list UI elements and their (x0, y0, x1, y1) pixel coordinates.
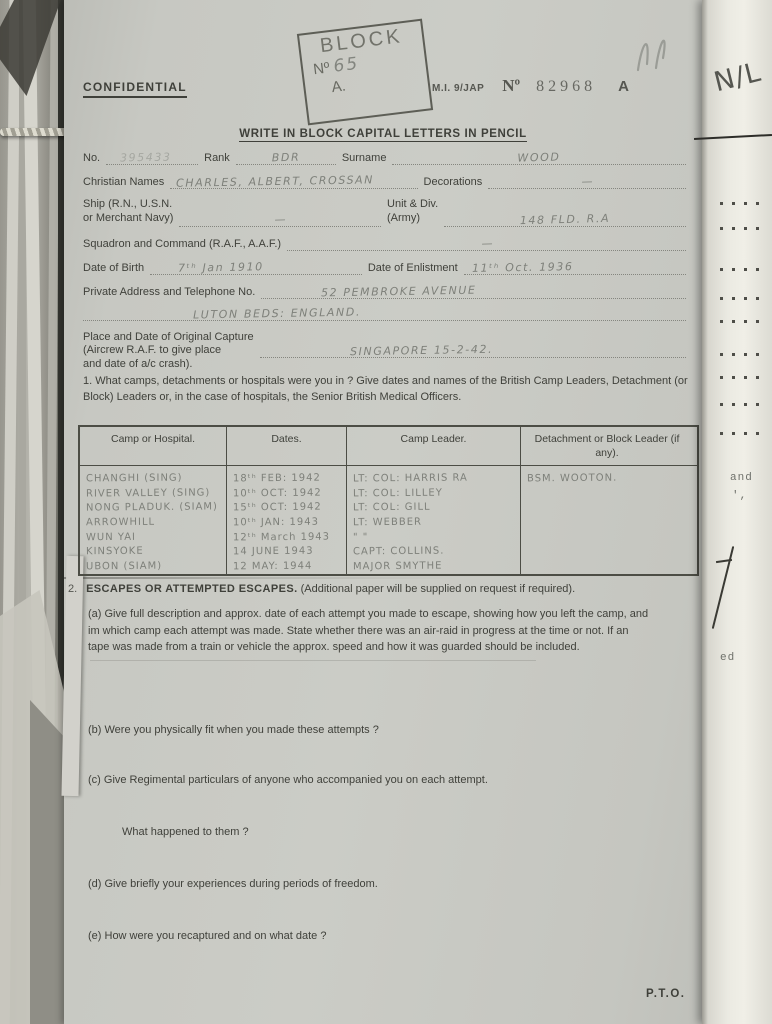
dotted-leader (720, 353, 760, 356)
stamp-no-label: Nº (312, 59, 331, 79)
section-2-note: (Additional paper will be supplied on request if required). (300, 583, 576, 595)
camps-table (78, 425, 699, 576)
handwritten-decorations: — (581, 174, 593, 189)
table-row-leader: LT: COL: GILL (352, 502, 431, 514)
field-label-enlistment: Date of Enlistment (367, 261, 458, 274)
handwritten-squadron: — (480, 236, 493, 250)
table-row-leader: MAJOR SMYTHE (352, 560, 443, 573)
handwritten-ship: — (274, 212, 286, 226)
question-2c-followup: What happened to them ? (122, 826, 249, 838)
table-row-dates: 10ᵗʰ JAN: 1943 (232, 516, 320, 529)
field-label-unit: Unit & Div. (Army) (387, 198, 439, 224)
column-dates (227, 466, 347, 574)
stamp-no-value-handwritten: 65 (332, 53, 361, 77)
field-row (83, 236, 692, 251)
table-row-leader: CAPT: COLLINS. (352, 545, 445, 558)
camps-table-body (80, 466, 697, 574)
field-capture (260, 343, 686, 358)
table-row-dates: 18ᵗʰ FEB: 1942 (232, 472, 321, 485)
question-2c: (c) Give Regimental particulars of anyone who accompanied you on each attempt. (88, 774, 488, 786)
table-row-detachment (521, 497, 693, 512)
dotted-leader (720, 432, 760, 435)
handwritten-nl-annotation: N/L (710, 56, 765, 99)
series-letter: A (618, 78, 629, 95)
table-row-dates: 12 MAY: 1944 (232, 560, 313, 573)
question-2a: (a) Give full description and approx. date of each attempt you made to escape, showing how you left the camp, and im which camp each attempt was made. State whether there was an air-raid in progress at the time or not. If an tape was made from a train or vehicle the approx. speed and how it was guarded should be included. (88, 608, 649, 653)
field-label-dob: Date of Birth (83, 261, 145, 274)
question-1: 1. What camps, detachments or hospitals were you in ? Give dates and names of the British Camp Leaders, Detachment (or Block) Leaders or, in the case of hospitals, the Senior British Medical Officers. (83, 375, 688, 403)
field-row (83, 284, 692, 299)
field-label-no: No. (83, 152, 101, 164)
field-address-continued (83, 306, 686, 321)
field-dob (150, 260, 362, 275)
table-row-camp: UBON (SIAM) (85, 560, 163, 573)
field-surname (392, 150, 686, 165)
table-row-dates: 12ᵗʰ March 1943 (232, 531, 331, 544)
handwritten-address-line1: 52 PEMBROKE AVENUE (321, 283, 477, 299)
header-camp: Camp or Hospital. (80, 427, 227, 465)
field-rank (236, 150, 336, 165)
section-2-title: ESCAPES OR ATTEMPTED ESCAPES. (86, 583, 298, 595)
table-row-camp: CHANGHI (SING) (85, 472, 183, 485)
page-crease (64, 577, 460, 579)
field-squadron (287, 236, 686, 251)
dotted-leader (720, 403, 760, 406)
field-row (83, 331, 692, 373)
table-row-camp: RIVER VALLEY (SING) (85, 487, 211, 500)
serial-number: 82968 (536, 78, 597, 95)
field-row (83, 260, 692, 275)
field-row (83, 174, 692, 189)
field-label-decorations: Decorations (423, 176, 483, 188)
dotted-leader (720, 268, 760, 271)
table-row-detachment (521, 512, 693, 527)
table-row-detachment (521, 556, 693, 571)
dotted-leader (720, 227, 760, 230)
table-row-detachment (521, 527, 693, 542)
pencil-mark (630, 26, 674, 76)
mi9-serial-row (432, 76, 629, 96)
table-row-dates: 10ᵗʰ OCT: 1942 (232, 487, 322, 500)
field-label-christian-names: Christian Names (83, 176, 165, 188)
text-fragment: ed (720, 652, 736, 664)
identity-fields (83, 150, 692, 382)
field-label-surname: Surname (341, 152, 387, 164)
handwritten-service-number: 395433 (120, 150, 172, 165)
mi9-label: M.I. 9/JAP (432, 83, 485, 94)
serial-no-label: Nº (502, 76, 521, 95)
handwritten-unit: 148 FLD. R.A (519, 211, 611, 227)
field-label-rank: Rank (204, 152, 230, 164)
field-address (261, 284, 686, 299)
section-2-number: 2. (68, 583, 78, 595)
field-no (106, 150, 198, 165)
table-row-detachment: BSM. WOOTON. (526, 472, 618, 485)
field-christian-names (170, 174, 417, 189)
handwritten-surname: WOOD (517, 150, 561, 165)
page-turn-over-note: P.T.O. (646, 988, 686, 1000)
adjacent-sheet (702, 0, 772, 1024)
handwritten-capture: SINGAPORE 15-2-42. (349, 342, 493, 358)
column-camps (80, 466, 227, 574)
table-row-dates: 15ᵗʰ OCT: 1942 (232, 502, 322, 514)
table-row-dates: 14 JUNE 1943 (232, 545, 314, 558)
field-row (83, 198, 692, 227)
handwritten-enlistment: 11ᵗʰ Oct. 1936 (471, 259, 574, 275)
field-ship (179, 212, 381, 227)
field-row (83, 150, 692, 165)
handwritten-address-line2: LUTON BEDS: ENGLAND. (192, 305, 362, 321)
header-detachment: Detachment or Block Leader (if any). (534, 433, 680, 459)
field-unit (444, 212, 686, 227)
field-enlistment (464, 260, 686, 275)
table-row-camp: ARROWHILL (85, 516, 156, 529)
confidential-marking: CONFIDENTIAL (83, 80, 187, 98)
field-decorations (488, 174, 686, 189)
table-row-camp: KINSYOKE (85, 545, 144, 558)
dotted-leader (720, 202, 760, 205)
section-2-heading (68, 583, 689, 595)
form-instruction-title: WRITE IN BLOCK CAPITAL LETTERS IN PENCIL (239, 128, 527, 140)
header-leader: Camp Leader. (347, 427, 521, 465)
camps-table-header (80, 427, 697, 466)
field-label-ship: Ship (R.N., U.S.N. or Merchant Navy) (83, 198, 174, 224)
field-label-squadron: Squadron and Command (R.A.F., A.A.F.) (83, 237, 282, 250)
field-row (83, 306, 692, 321)
page-crease (90, 660, 537, 661)
handwritten-rank: BDR (271, 150, 301, 165)
stamp-word: BLOCK (318, 25, 404, 58)
handwritten-christian-names: CHARLES, ALBERT, CROSSAN (176, 173, 375, 190)
dotted-leader (720, 297, 760, 300)
table-row-leader: LT: COL: LILLEY (352, 487, 443, 500)
table-row-camp: WUN YAI (85, 531, 137, 543)
question-2d: (d) Give briefly your experiences during periods of freedom. (88, 878, 378, 890)
table-row-leader: LT: COL: HARRIS RA (352, 472, 468, 485)
dotted-leader (720, 320, 760, 323)
questionnaire-page (64, 0, 702, 1024)
table-row-leader: LT: WEBBER (352, 516, 422, 529)
table-row-detachment (521, 541, 693, 556)
header-dates: Dates. (227, 427, 347, 465)
column-detachment (521, 466, 693, 574)
table-row-leader: " " (352, 531, 369, 543)
dotted-leader (720, 376, 760, 379)
question-2b: (b) Were you physically fit when you made these attempts ? (88, 724, 379, 736)
block-number-stamp (297, 19, 433, 126)
text-fragment: ', (732, 490, 748, 502)
field-label-capture: Place and Date of Original Capture (Aircrew R.A.F. to give place and date of a/c crash). (83, 330, 254, 370)
table-row-camp: NONG PLADUK. (SIAM) (85, 501, 218, 515)
text-fragment: and (730, 472, 753, 484)
pen-line (694, 134, 772, 140)
table-row-detachment (521, 483, 693, 498)
handwritten-dob: 7ᵗʰ Jan 1910 (178, 259, 265, 275)
stamp-suffix: A. (330, 77, 347, 97)
column-leaders (347, 466, 521, 574)
field-label-address: Private Address and Telephone No. (83, 285, 256, 298)
question-2e: (e) How were you recaptured and on what date ? (88, 930, 327, 942)
